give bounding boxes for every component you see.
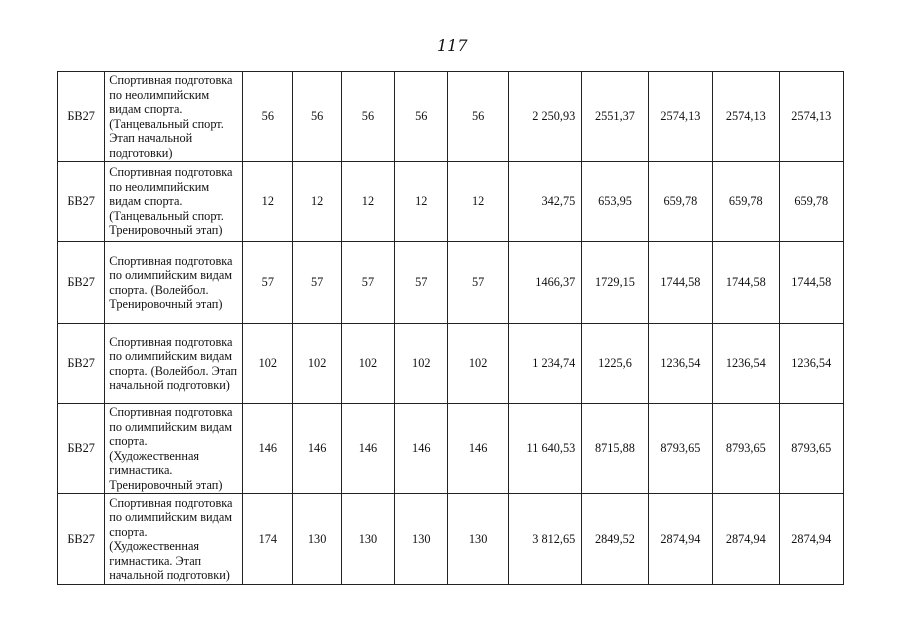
amount-cell: 1729,15 [582, 242, 648, 324]
amount-cell: 8793,65 [648, 404, 712, 494]
table-row [58, 404, 844, 494]
quantity-cell: 57 [341, 242, 394, 324]
quantity-cell: 146 [243, 404, 293, 494]
amount-cell: 1744,58 [779, 242, 843, 324]
quantity-cell: 146 [293, 404, 341, 494]
quantity-cell: 56 [243, 72, 293, 162]
quantity-cell: 102 [243, 324, 293, 404]
amount-cell: 2874,94 [713, 494, 779, 585]
quantity-cell: 56 [395, 72, 448, 162]
quantity-cell: 102 [395, 324, 448, 404]
amount-cell: 659,78 [648, 162, 712, 242]
quantity-cell: 102 [293, 324, 341, 404]
amount-cell: 1225,6 [582, 324, 648, 404]
row-name: Спортивная подготовка по неолимпийским видам спорта. (Танцевальный спорт. Тренировочный этап) [105, 162, 243, 242]
row-code: БВ27 [58, 404, 105, 494]
table-row [58, 324, 844, 404]
amount-cell: 2874,94 [648, 494, 712, 585]
quantity-cell: 56 [341, 72, 394, 162]
quantity-cell: 56 [448, 72, 508, 162]
amount-cell: 2574,13 [648, 72, 712, 162]
amount-cell: 1466,37 [508, 242, 581, 324]
table-row [58, 242, 844, 324]
amount-cell: 659,78 [779, 162, 843, 242]
row-code: БВ27 [58, 494, 105, 585]
quantity-cell: 130 [341, 494, 394, 585]
table-row [58, 162, 844, 242]
amount-cell: 1236,54 [648, 324, 712, 404]
row-name: Спортивная подготовка по неолимпийским видам спорта. (Танцевальный спорт. Этап начальной подготовки) [105, 72, 243, 162]
amount-cell: 2 250,93 [508, 72, 581, 162]
amount-cell: 653,95 [582, 162, 648, 242]
amount-cell: 1236,54 [713, 324, 779, 404]
amount-cell: 659,78 [713, 162, 779, 242]
amount-cell: 1 234,74 [508, 324, 581, 404]
amount-cell: 342,75 [508, 162, 581, 242]
row-name: Спортивная подготовка по олимпийским видам спорта. (Художественная гимнастика. Тренировочный этап) [105, 404, 243, 494]
amount-cell: 2551,37 [582, 72, 648, 162]
quantity-cell: 146 [448, 404, 508, 494]
amount-cell: 1744,58 [713, 242, 779, 324]
quantity-cell: 130 [293, 494, 341, 585]
table-row [58, 494, 844, 585]
row-code: БВ27 [58, 72, 105, 162]
quantity-cell: 130 [448, 494, 508, 585]
page-number: 117 [437, 36, 468, 55]
amount-cell: 1236,54 [779, 324, 843, 404]
amount-cell: 2874,94 [779, 494, 843, 585]
row-code: БВ27 [58, 324, 105, 404]
quantity-cell: 12 [448, 162, 508, 242]
amount-cell: 8793,65 [779, 404, 843, 494]
amount-cell: 8793,65 [713, 404, 779, 494]
amount-cell: 2574,13 [779, 72, 843, 162]
amount-cell: 2849,52 [582, 494, 648, 585]
row-name: Спортивная подготовка по олимпийским видам спорта. (Волейбол. Тренировочный этап) [105, 242, 243, 324]
row-code: БВ27 [58, 162, 105, 242]
quantity-cell: 102 [341, 324, 394, 404]
amount-cell: 2574,13 [713, 72, 779, 162]
table-row [58, 72, 844, 162]
amount-cell: 3 812,65 [508, 494, 581, 585]
quantity-cell: 56 [293, 72, 341, 162]
services-table [57, 71, 844, 585]
quantity-cell: 12 [293, 162, 341, 242]
amount-cell: 8715,88 [582, 404, 648, 494]
amount-cell: 11 640,53 [508, 404, 581, 494]
row-name: Спортивная подготовка по олимпийским видам спорта. (Художественная гимнастика. Этап начальной подготовки) [105, 494, 243, 585]
quantity-cell: 12 [243, 162, 293, 242]
quantity-cell: 57 [293, 242, 341, 324]
quantity-cell: 12 [395, 162, 448, 242]
row-name: Спортивная подготовка по олимпийским видам спорта. (Волейбол. Этап начальной подготовки) [105, 324, 243, 404]
quantity-cell: 174 [243, 494, 293, 585]
quantity-cell: 102 [448, 324, 508, 404]
quantity-cell: 146 [395, 404, 448, 494]
amount-cell: 1744,58 [648, 242, 712, 324]
quantity-cell: 130 [395, 494, 448, 585]
quantity-cell: 12 [341, 162, 394, 242]
quantity-cell: 57 [448, 242, 508, 324]
quantity-cell: 57 [243, 242, 293, 324]
quantity-cell: 146 [341, 404, 394, 494]
quantity-cell: 57 [395, 242, 448, 324]
row-code: БВ27 [58, 242, 105, 324]
